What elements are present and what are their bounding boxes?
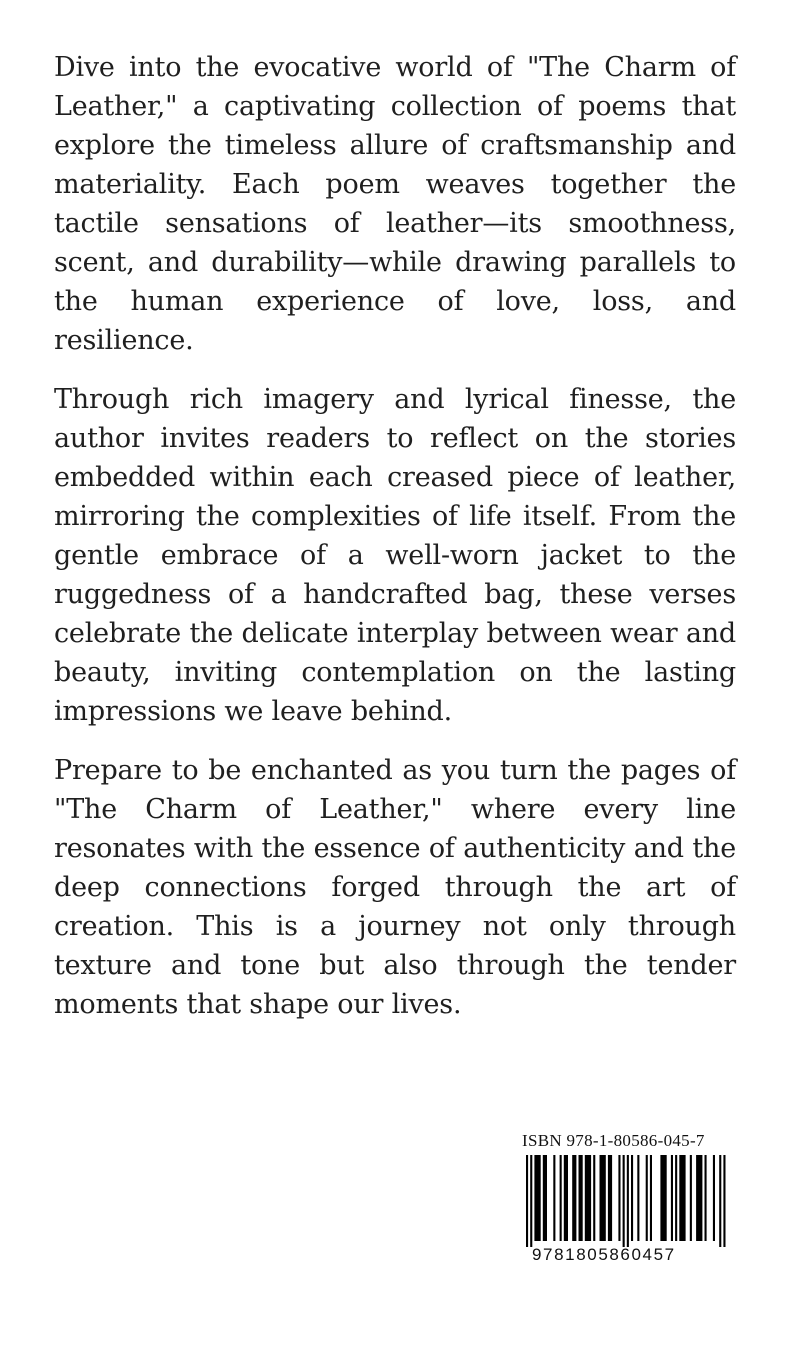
barcode-bar bbox=[713, 1155, 715, 1241]
barcode-image bbox=[522, 1155, 726, 1247]
barcode-bar bbox=[650, 1155, 652, 1241]
barcode-bar bbox=[671, 1155, 673, 1241]
barcode-bar bbox=[679, 1155, 685, 1241]
barcode-bar bbox=[585, 1155, 591, 1241]
barcode-guard-bar bbox=[526, 1155, 528, 1247]
barcode-bar bbox=[560, 1155, 562, 1241]
barcode-bar bbox=[696, 1155, 702, 1241]
barcode-bar bbox=[637, 1155, 639, 1241]
barcode-bar bbox=[646, 1155, 648, 1241]
isbn-barcode-block bbox=[510, 1123, 738, 1275]
blurb-paragraph-1: Dive into the evocative world of "The Charm of Leather," a captivating collection of poems that explore the timeless allure of craftsmanship and materiality. Each poem weaves together the tactile sensations of leather—its smoothness, scent, and durability—while drawing parallels to the human experience of love, loss, and resilience. bbox=[54, 52, 736, 356]
barcode-bar bbox=[534, 1155, 540, 1241]
barcode-bar bbox=[618, 1155, 620, 1241]
barcode-bar bbox=[675, 1155, 677, 1241]
barcode-guard-bar bbox=[723, 1155, 725, 1247]
isbn-label: ISBN 978-1-80586-045-7 bbox=[522, 1131, 705, 1150]
barcode-bar bbox=[608, 1155, 612, 1241]
barcode-guard-bar bbox=[627, 1155, 629, 1247]
barcode-guard-bar bbox=[623, 1155, 625, 1247]
barcode-number: 9781805860457 bbox=[532, 1245, 676, 1264]
barcode-bar bbox=[600, 1155, 606, 1241]
barcode-bar bbox=[579, 1155, 583, 1241]
barcode-bar bbox=[564, 1155, 568, 1241]
book-blurb bbox=[54, 48, 736, 1044]
blurb-paragraph-3: Prepare to be enchanted as you turn the pages of "The Charm of Leather," where every line resonates with the essence of authenticity and the deep connections forged through the art of creation. This is a journey not only through texture and tone but also through the tender moments that shape our lives. bbox=[54, 755, 736, 1020]
barcode-bar bbox=[543, 1155, 547, 1241]
barcode-guard-bar bbox=[719, 1155, 721, 1247]
barcode-bar bbox=[705, 1155, 707, 1241]
barcode-bar bbox=[553, 1155, 555, 1241]
barcode-bar bbox=[572, 1155, 576, 1241]
barcode-guard-bar bbox=[530, 1155, 532, 1247]
barcode-bar bbox=[690, 1155, 692, 1241]
barcode-bar bbox=[593, 1155, 595, 1241]
barcode-bar bbox=[631, 1155, 633, 1241]
blurb-paragraph-2: Through rich imagery and lyrical finesse, the author invites readers to reflect on the stories embedded within each creased piece of leather, mirroring the complexities of life itself. From the gentle embrace of a well-worn jacket to the ruggedness of a handcrafted bag, these verses celebrate the delicate interplay between wear and beauty, inviting contemplation on the lasting impressions we leave behind. bbox=[54, 384, 736, 727]
barcode-bar bbox=[660, 1155, 666, 1241]
